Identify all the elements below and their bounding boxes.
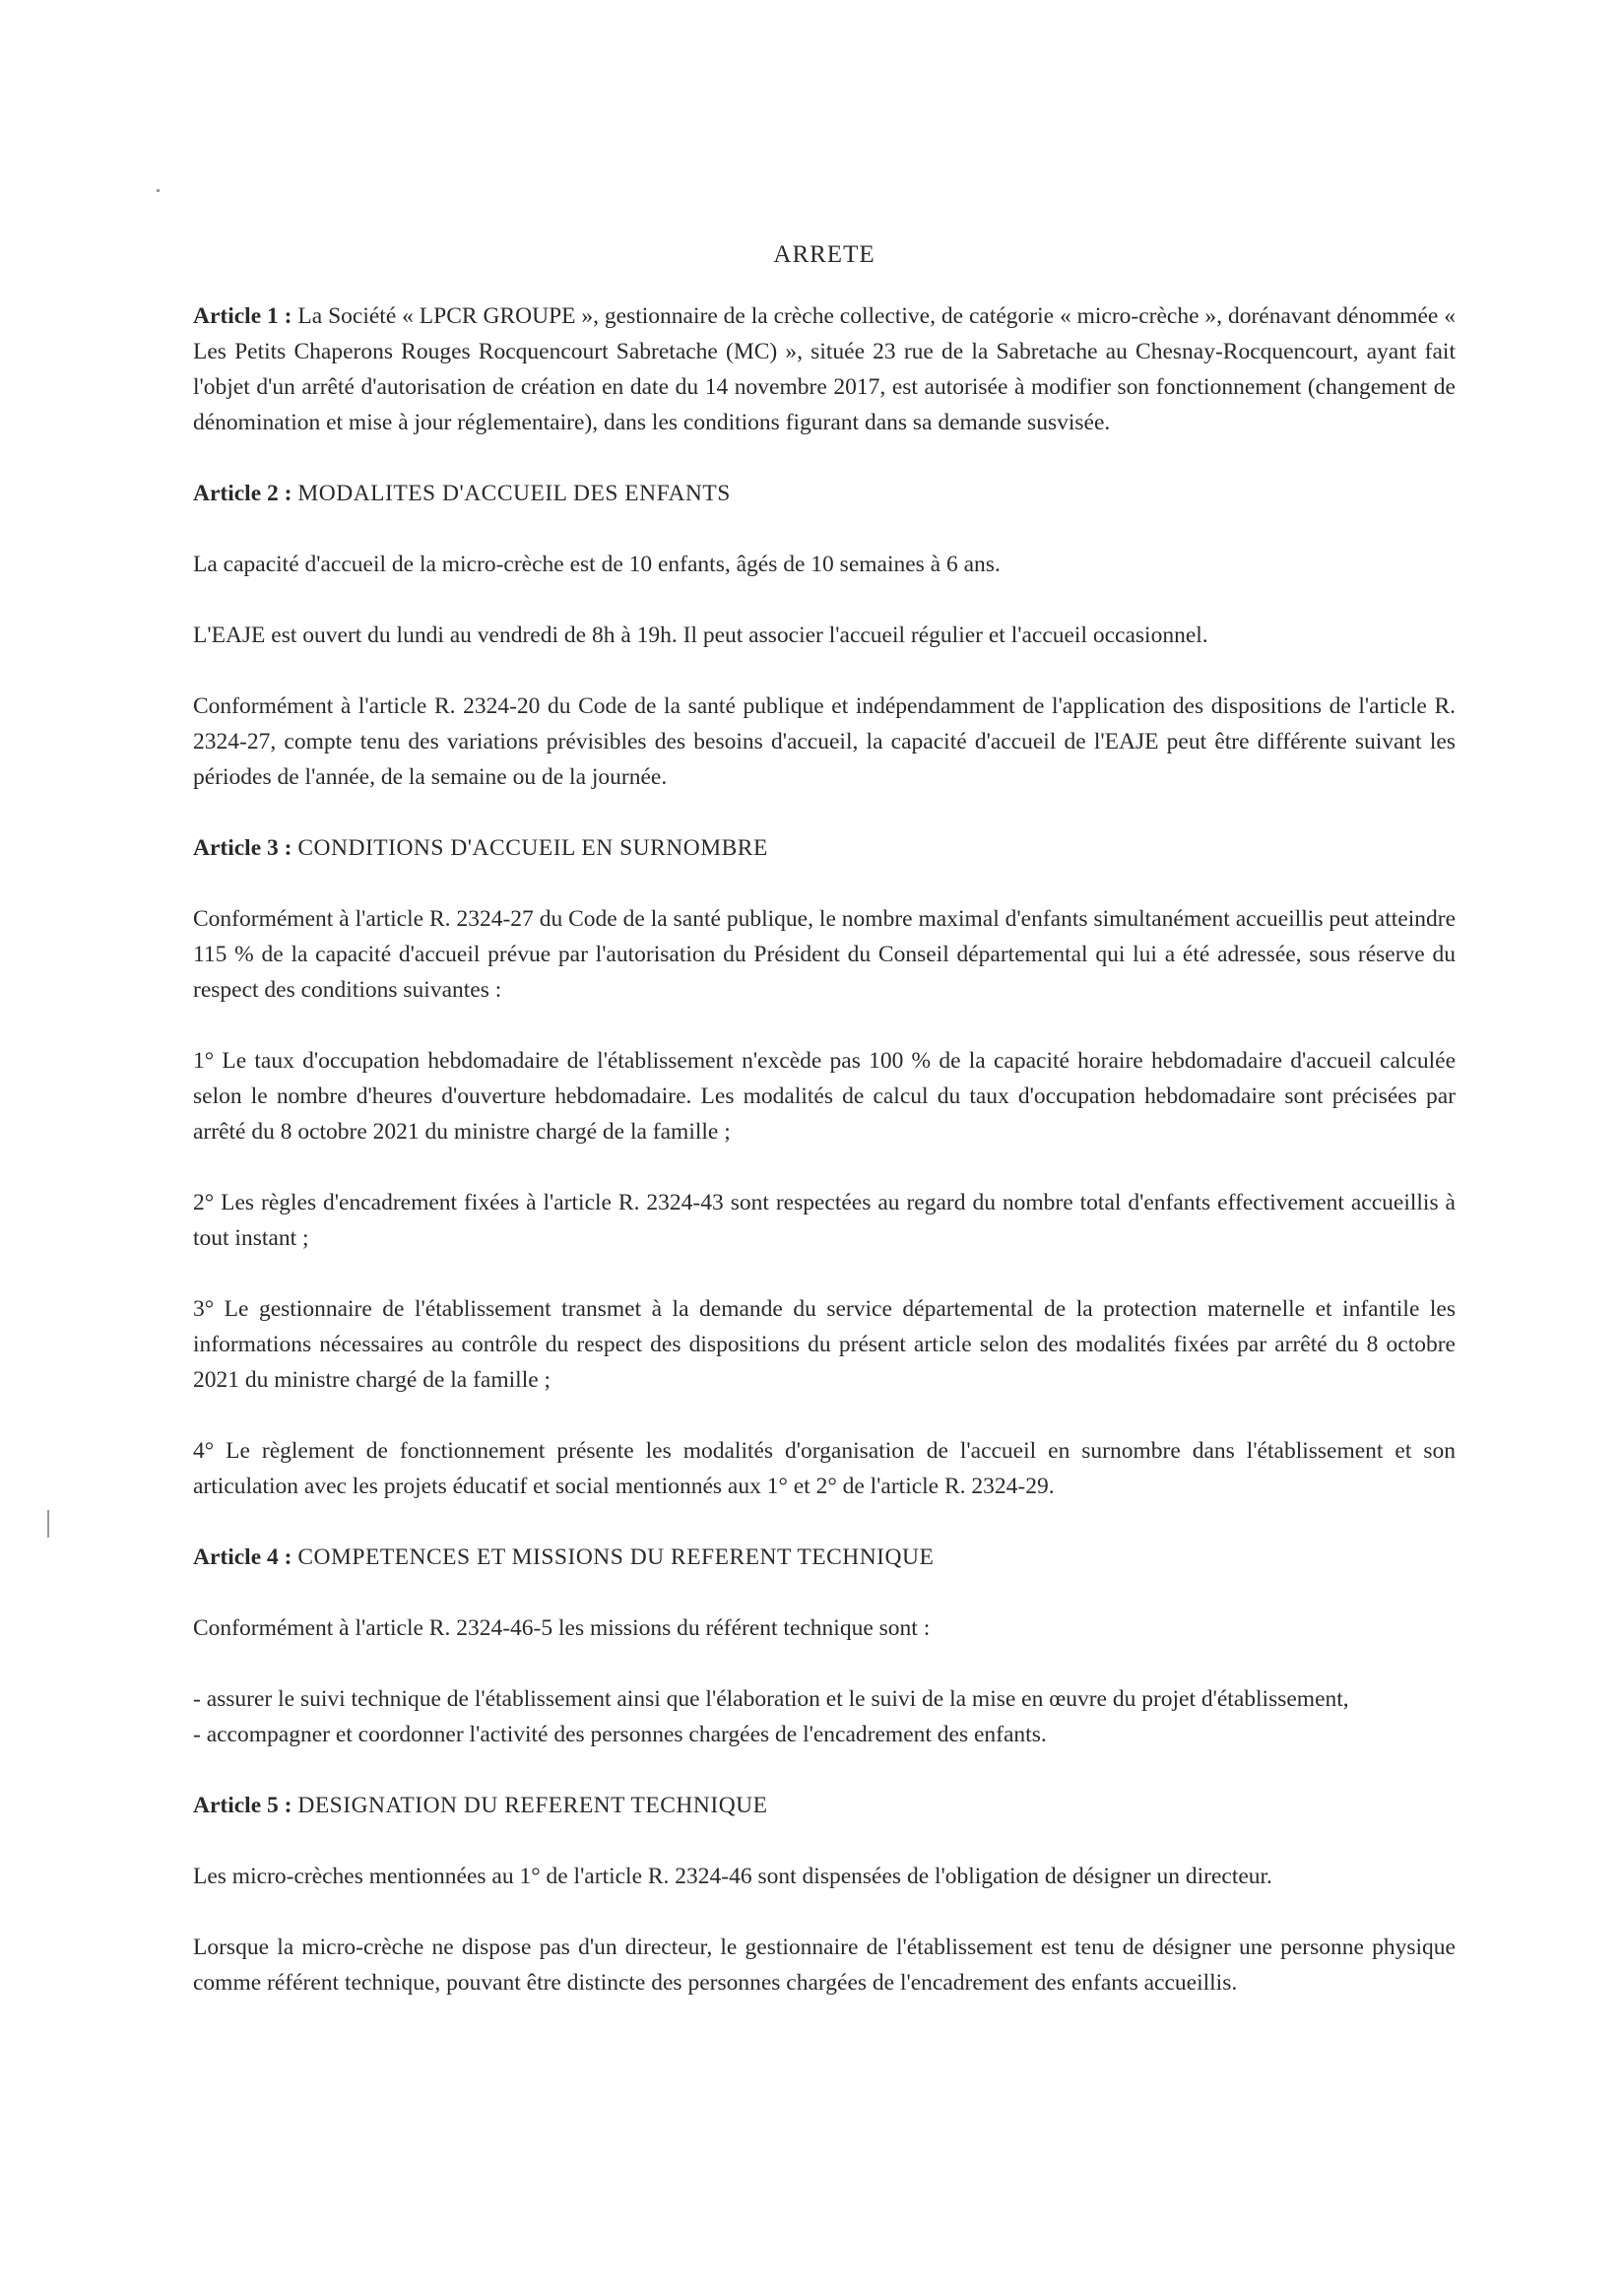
article-3-label: Article 3 :: [193, 835, 292, 861]
scan-mark: [47, 1510, 49, 1538]
document-page: [193, 227, 1456, 2001]
article-4-list-item-1: - assurer le suivi technique de l'établissement ainsi que l'élaboration et le suivi de la mise en œuvre du projet d'établissement,: [193, 1686, 1349, 1712]
article-4-label: Article 4 :: [193, 1544, 292, 1570]
article-3-condition-1: 1° Le taux d'occupation hebdomadaire de l'établissement n'excède pas 100 % de la capacité horaire hebdomadaire d'accueil calculée selon le nombre d'heures d'ouverture hebdomadaire. Les modalités de calcul du taux d'occupation hebdomadaire sont précisées par arrêté du 8 octobre 2021 du ministre chargé de la famille ;: [193, 1048, 1456, 1145]
article-4-list: [193, 1681, 1456, 1752]
article-3-condition-3: 3° Le gestionnaire de l'établissement transmet à la demande du service départemental de la protection maternelle et infantile les informations nécessaires au contrôle du respect des dispositions du présent article selon des modalités fixées par arrêté du 8 octobre 2021 du ministre chargé de la famille ;: [193, 1296, 1456, 1393]
article-3-paragraph-1: Conformément à l'article R. 2324-27 du Code de la santé publique, le nombre maximal d'enfants simultanément accueillis peut atteindre 115 % de la capacité d'accueil prévue par l'autorisation du Président du Conseil départemental qui lui a été adressée, sous réserve du respect des conditions suivantes :: [193, 906, 1456, 1003]
article-5-paragraph-2: Lorsque la micro-crèche ne dispose pas d'un directeur, le gestionnaire de l'établissement est tenu de désigner une personne physique comme référent technique, pouvant être distincte des personnes chargées de l'encadrement des enfants accueillis.: [193, 1935, 1456, 1996]
article-3-condition-2: 2° Les règles d'encadrement fixées à l'article R. 2324-43 sont respectées au regard du nombre total d'enfants effectivement accueillis à tout instant ;: [193, 1190, 1456, 1251]
article-4-heading: [193, 1540, 1456, 1575]
article-2-paragraph-1: La capacité d'accueil de la micro-crèche est de 10 enfants, âgés de 10 semaines à 6 ans.: [193, 552, 1001, 577]
article-2-title: MODALITES D'ACCUEIL DES ENFANTS: [297, 481, 731, 506]
document-title: ARRETE: [773, 241, 875, 268]
article-3-heading: [193, 830, 1456, 866]
article-2-heading: [193, 476, 1456, 511]
article-4-list-item-2: - accompagner et coordonner l'activité des personnes chargées de l'encadrement des enfants.: [193, 1722, 1047, 1747]
article-5-title: DESIGNATION DU REFERENT TECHNIQUE: [297, 1793, 768, 1818]
article-2-paragraph-3: Conformément à l'article R. 2324-20 du Code de la santé publique et indépendamment de l'application des dispositions de l'article R. 2324-27, compte tenu des variations prévisibles des besoins d'accueil, la capacité d'accueil de l'EAJE peut être différente suivant les périodes de l'année, de la semaine ou de la journée.: [193, 693, 1456, 790]
article-1: [193, 298, 1456, 440]
article-2-label: Article 2 :: [193, 481, 292, 506]
article-5-heading: [193, 1788, 1456, 1823]
article-5-label: Article 5 :: [193, 1793, 292, 1818]
article-3-condition-4: 4° Le règlement de fonctionnement présente les modalités d'organisation de l'accueil en surnombre dans l'établissement et son articulation avec les projets éducatif et social mentionnés aux 1° et 2° de l'article R. 2324-29.: [193, 1438, 1456, 1499]
article-4-title: COMPETENCES ET MISSIONS DU REFERENT TECHNIQUE: [297, 1544, 935, 1570]
scan-mark: [157, 189, 160, 192]
article-4-paragraph-1: Conformément à l'article R. 2324-46-5 les missions du référent technique sont :: [193, 1615, 931, 1641]
article-1-text: La Société « LPCR GROUPE », gestionnaire de la crèche collective, de catégorie « micro-crèche », dorénavant dénommée « Les Petits Chaperons Rouges Rocquencourt Sabretache (MC) », située 23 rue de la Sabretache au Chesnay-Rocquencourt, ayant fait l'objet d'un arrêté d'autorisation de création en date du 14 novembre 2017, est autorisée à modifier son fonctionnement (changement de dénomination et mise à jour réglementaire), dans les conditions figurant dans sa demande susvisée.: [193, 303, 1456, 435]
article-2-paragraph-2: L'EAJE est ouvert du lundi au vendredi de 8h à 19h. Il peut associer l'accueil régulier et l'accueil occasionnel.: [193, 623, 1208, 648]
article-5-paragraph-1: Les micro-crèches mentionnées au 1° de l'article R. 2324-46 sont dispensées de l'obligation de désigner un directeur.: [193, 1864, 1272, 1889]
article-1-label: Article 1 :: [193, 303, 292, 329]
article-3-title: CONDITIONS D'ACCUEIL EN SURNOMBRE: [297, 835, 768, 861]
